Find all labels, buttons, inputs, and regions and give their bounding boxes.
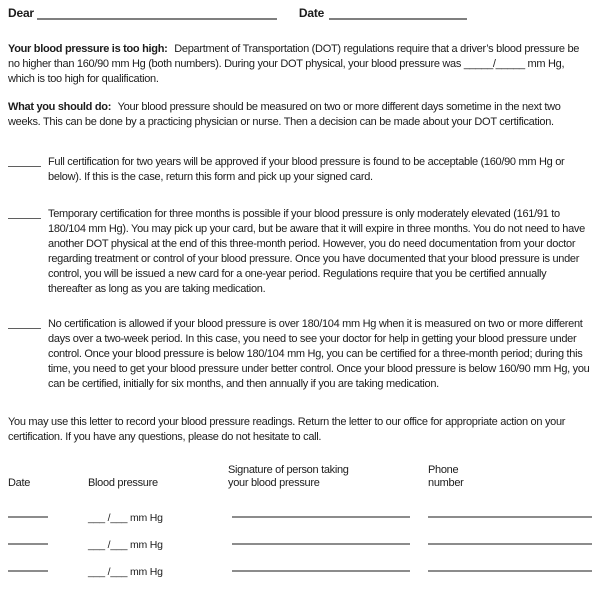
column-header-signature-line1: Signature of person taking (228, 464, 349, 476)
phone-entry-blank-line (428, 568, 592, 572)
paragraph-bp-too-high (8, 42, 592, 87)
signature-cell (228, 537, 428, 552)
option-temporary-certification-text: Temporary certification for three months is possible if your blood pressure is only moderately elevated (161/91 to 180/104 mm Hg). You may pick up your card, but be aware that it will expire in three months. You do not need to have another DOT physical at the end of this three-month period. However, you do need documentation from your doctor regarding treatment or control of your blood pressure. Once you have documented that your blood pressure is under control, you will be issued a new card for a one-year period. Regulations require that you be certified annually thereafter as long as you are taking medication. (48, 208, 585, 295)
option-no-certification (8, 317, 592, 392)
option-temporary-certification-blank-line (8, 207, 41, 219)
column-header-phone (428, 463, 592, 490)
paragraph-what-you-should-do-lead: What you should do: (8, 101, 112, 113)
phone-entry-blank-line (428, 541, 592, 545)
option-temporary-certification (8, 207, 592, 297)
option-full-certification-text: Full certification for two years will be approved if your blood pressure is found to be acceptable (160/90 mm Hg or below). If this is the case, return this form and pick up your signed card. (48, 156, 565, 183)
table-row (8, 552, 592, 579)
option-no-certification-blank-line (8, 317, 41, 329)
column-header-date (8, 463, 88, 490)
option-full-certification (8, 155, 592, 185)
phone-cell (428, 510, 592, 525)
bp-log-table-header (8, 463, 592, 490)
signature-cell (228, 564, 428, 579)
blood-pressure-cell: ___ /___ mm Hg (88, 539, 163, 551)
paragraph-bp-too-high-lead: Your blood pressure is too high: (8, 43, 168, 55)
date-entry-blank-line (8, 541, 48, 545)
phone-cell (428, 564, 592, 579)
signature-entry-blank-line (232, 568, 410, 572)
column-header-phone-line1: Phone (428, 464, 459, 476)
option-no-certification-text: No certification is allowed if your blood pressure is over 180/104 mm Hg when it is measured on two or more different days over a two-week period. In this case, you need to see your doctor for help in getting your blood pressure under control. Once your blood pressure is below 180/104 mm Hg, you can be certified for a three-month period; during this time, you need to get your blood pressure under better control. Once your blood pressure is below 160/90 mm Hg, you can be certified, initially for six months, and then annually if you are taking medication. (48, 318, 590, 390)
salutation-row (8, 6, 592, 22)
column-header-date-label: Date (8, 477, 31, 489)
paragraph-what-you-should-do-text: Your blood pressure should be measured on two or more different days sometime in the next two weeks. This can be done by a practicing physician or nurse. Then a decision can be made about your DOT certification. (8, 101, 561, 128)
paragraph-what-you-should-do (8, 100, 592, 130)
date-entry-blank-line (8, 514, 48, 518)
table-row (8, 498, 592, 525)
option-full-certification-blank-line (8, 155, 41, 167)
dear-blank-line (37, 6, 277, 20)
column-header-blood-pressure (88, 463, 228, 490)
signature-entry-blank-line (232, 541, 410, 545)
blood-pressure-cell: ___ /___ mm Hg (88, 566, 163, 578)
bp-log-table-rows (8, 498, 592, 579)
date-label: Date (298, 6, 325, 20)
date-blank-line (329, 6, 467, 20)
column-header-signature (228, 463, 428, 490)
phone-cell (428, 537, 592, 552)
phone-entry-blank-line (428, 514, 592, 518)
date-entry-blank-line (8, 568, 48, 572)
date-cell (8, 564, 88, 579)
date-cell (8, 510, 88, 525)
signature-cell (228, 510, 428, 525)
blood-pressure-cell: ___ /___ mm Hg (88, 512, 163, 524)
column-header-phone-line2: number (428, 477, 464, 489)
paragraph-closing: You may use this letter to record your blood pressure readings. Return the letter to our office for appropriate action on your certification. If you have any questions, please do not hesitate to call. (8, 416, 566, 443)
bp-log-table (8, 463, 592, 579)
column-header-signature-line2: your blood pressure (228, 477, 320, 489)
signature-entry-blank-line (232, 514, 410, 518)
column-header-blood-pressure-label: Blood pressure (88, 477, 158, 489)
date-group (299, 6, 467, 21)
paragraph-bp-too-high-text: Department of Transportation (DOT) regulations require that a driver’s blood pressure be no higher than 160/90 mm Hg (both numbers). During your DOT physical, your blood pressure was _____/_____ mm Hg, which is too high for qualification. (8, 43, 580, 85)
dear-label: Dear (8, 6, 34, 20)
table-row (8, 525, 592, 552)
date-cell (8, 537, 88, 552)
